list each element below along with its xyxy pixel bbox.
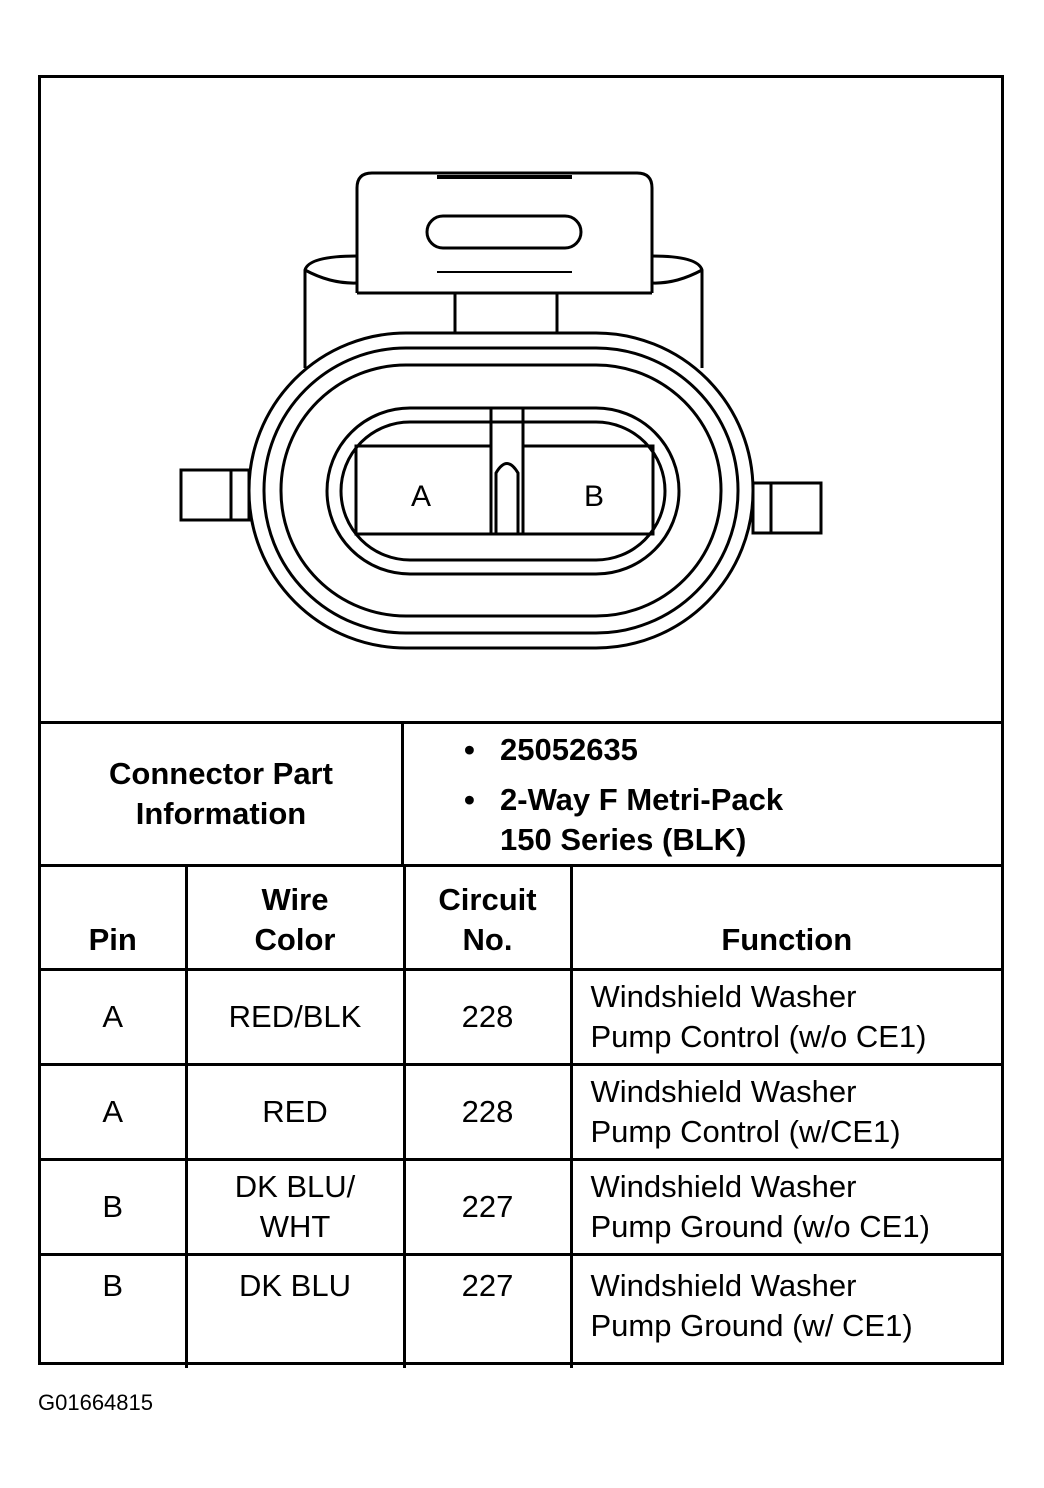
table-row <box>41 1065 1001 1160</box>
table-row <box>41 970 1001 1065</box>
connector-info-list <box>404 724 1001 864</box>
function-cell <box>571 1065 1001 1160</box>
bullet: • <box>464 782 475 817</box>
wire-color-cell <box>186 1065 404 1160</box>
header-pin-label: Pin <box>88 922 137 957</box>
wire-color-line2: WHT <box>259 1209 331 1244</box>
pin-cell: B <box>41 1160 186 1255</box>
header-circuit-line1: Circuit <box>438 882 537 917</box>
connector-face-drawing <box>41 78 1001 721</box>
header-wire-line2: Color <box>254 922 336 957</box>
side-latches <box>181 470 821 533</box>
function-line1: Windshield Washer <box>590 1268 857 1303</box>
connector-info-label <box>41 724 404 864</box>
cavity-b-label: B <box>583 480 605 513</box>
wire-color-line1: DK BLU/ <box>234 1169 356 1204</box>
header-pin <box>41 867 186 970</box>
function-line2: Pump Control (w/o CE1) <box>590 1019 927 1054</box>
pin-cell: A <box>41 970 186 1065</box>
function-line1: Windshield Washer <box>590 1169 857 1204</box>
circuit-cell: 227 <box>404 1255 571 1368</box>
locking-tab <box>357 173 652 333</box>
wire-color-line1: DK BLU <box>239 1268 351 1303</box>
part-number-item <box>404 730 1001 770</box>
circuit-cell: 227 <box>404 1160 571 1255</box>
bullet: • <box>464 732 475 767</box>
function-line1: Windshield Washer <box>590 1074 857 1109</box>
header-circuit-line2: No. <box>462 922 513 957</box>
pin-cell: A <box>41 1065 186 1160</box>
circuit-cell: 228 <box>404 970 571 1065</box>
connector-info-label-line1: Connector Part <box>109 756 333 791</box>
wire-color-line1: RED/BLK <box>228 999 362 1034</box>
wire-color-cell <box>186 970 404 1065</box>
cavity-a-label: A <box>410 480 432 513</box>
description-item <box>404 780 1001 860</box>
wire-color-line1: RED <box>262 1094 328 1129</box>
connector-face-svg <box>41 78 1001 721</box>
connector-figure <box>38 75 1004 1365</box>
wire-color-cell <box>186 1160 404 1255</box>
housing-outline <box>249 333 753 648</box>
header-wire-color <box>186 867 404 970</box>
function-line2: Pump Control (w/CE1) <box>590 1114 901 1149</box>
header-circuit <box>404 867 571 970</box>
function-line1: Windshield Washer <box>590 979 857 1014</box>
description-line1: 2-Way F Metri-Pack <box>500 782 784 817</box>
function-line2: Pump Ground (w/o CE1) <box>590 1209 930 1244</box>
header-wire-line1: Wire <box>261 882 329 917</box>
part-number: 25052635 <box>500 732 638 767</box>
connector-part-info <box>41 721 1001 867</box>
pin-cell: B <box>41 1255 186 1368</box>
pin-cavities <box>356 408 653 534</box>
connector-info-label-line2: Information <box>135 796 307 831</box>
function-cell <box>571 970 1001 1065</box>
description-line2: 150 Series (BLK) <box>500 822 747 857</box>
function-line2: Pump Ground (w/ CE1) <box>590 1308 913 1343</box>
figure-code: G01664815 <box>38 1390 153 1415</box>
pinout-table <box>41 867 1001 1368</box>
function-cell <box>571 1255 1001 1368</box>
function-cell <box>571 1160 1001 1255</box>
wire-color-cell <box>186 1255 404 1368</box>
header-function <box>571 867 1001 970</box>
circuit-cell: 228 <box>404 1065 571 1160</box>
table-row <box>41 1160 1001 1255</box>
pinout-header-row <box>41 867 1001 970</box>
header-function-label: Function <box>721 922 853 957</box>
table-row <box>41 1255 1001 1368</box>
